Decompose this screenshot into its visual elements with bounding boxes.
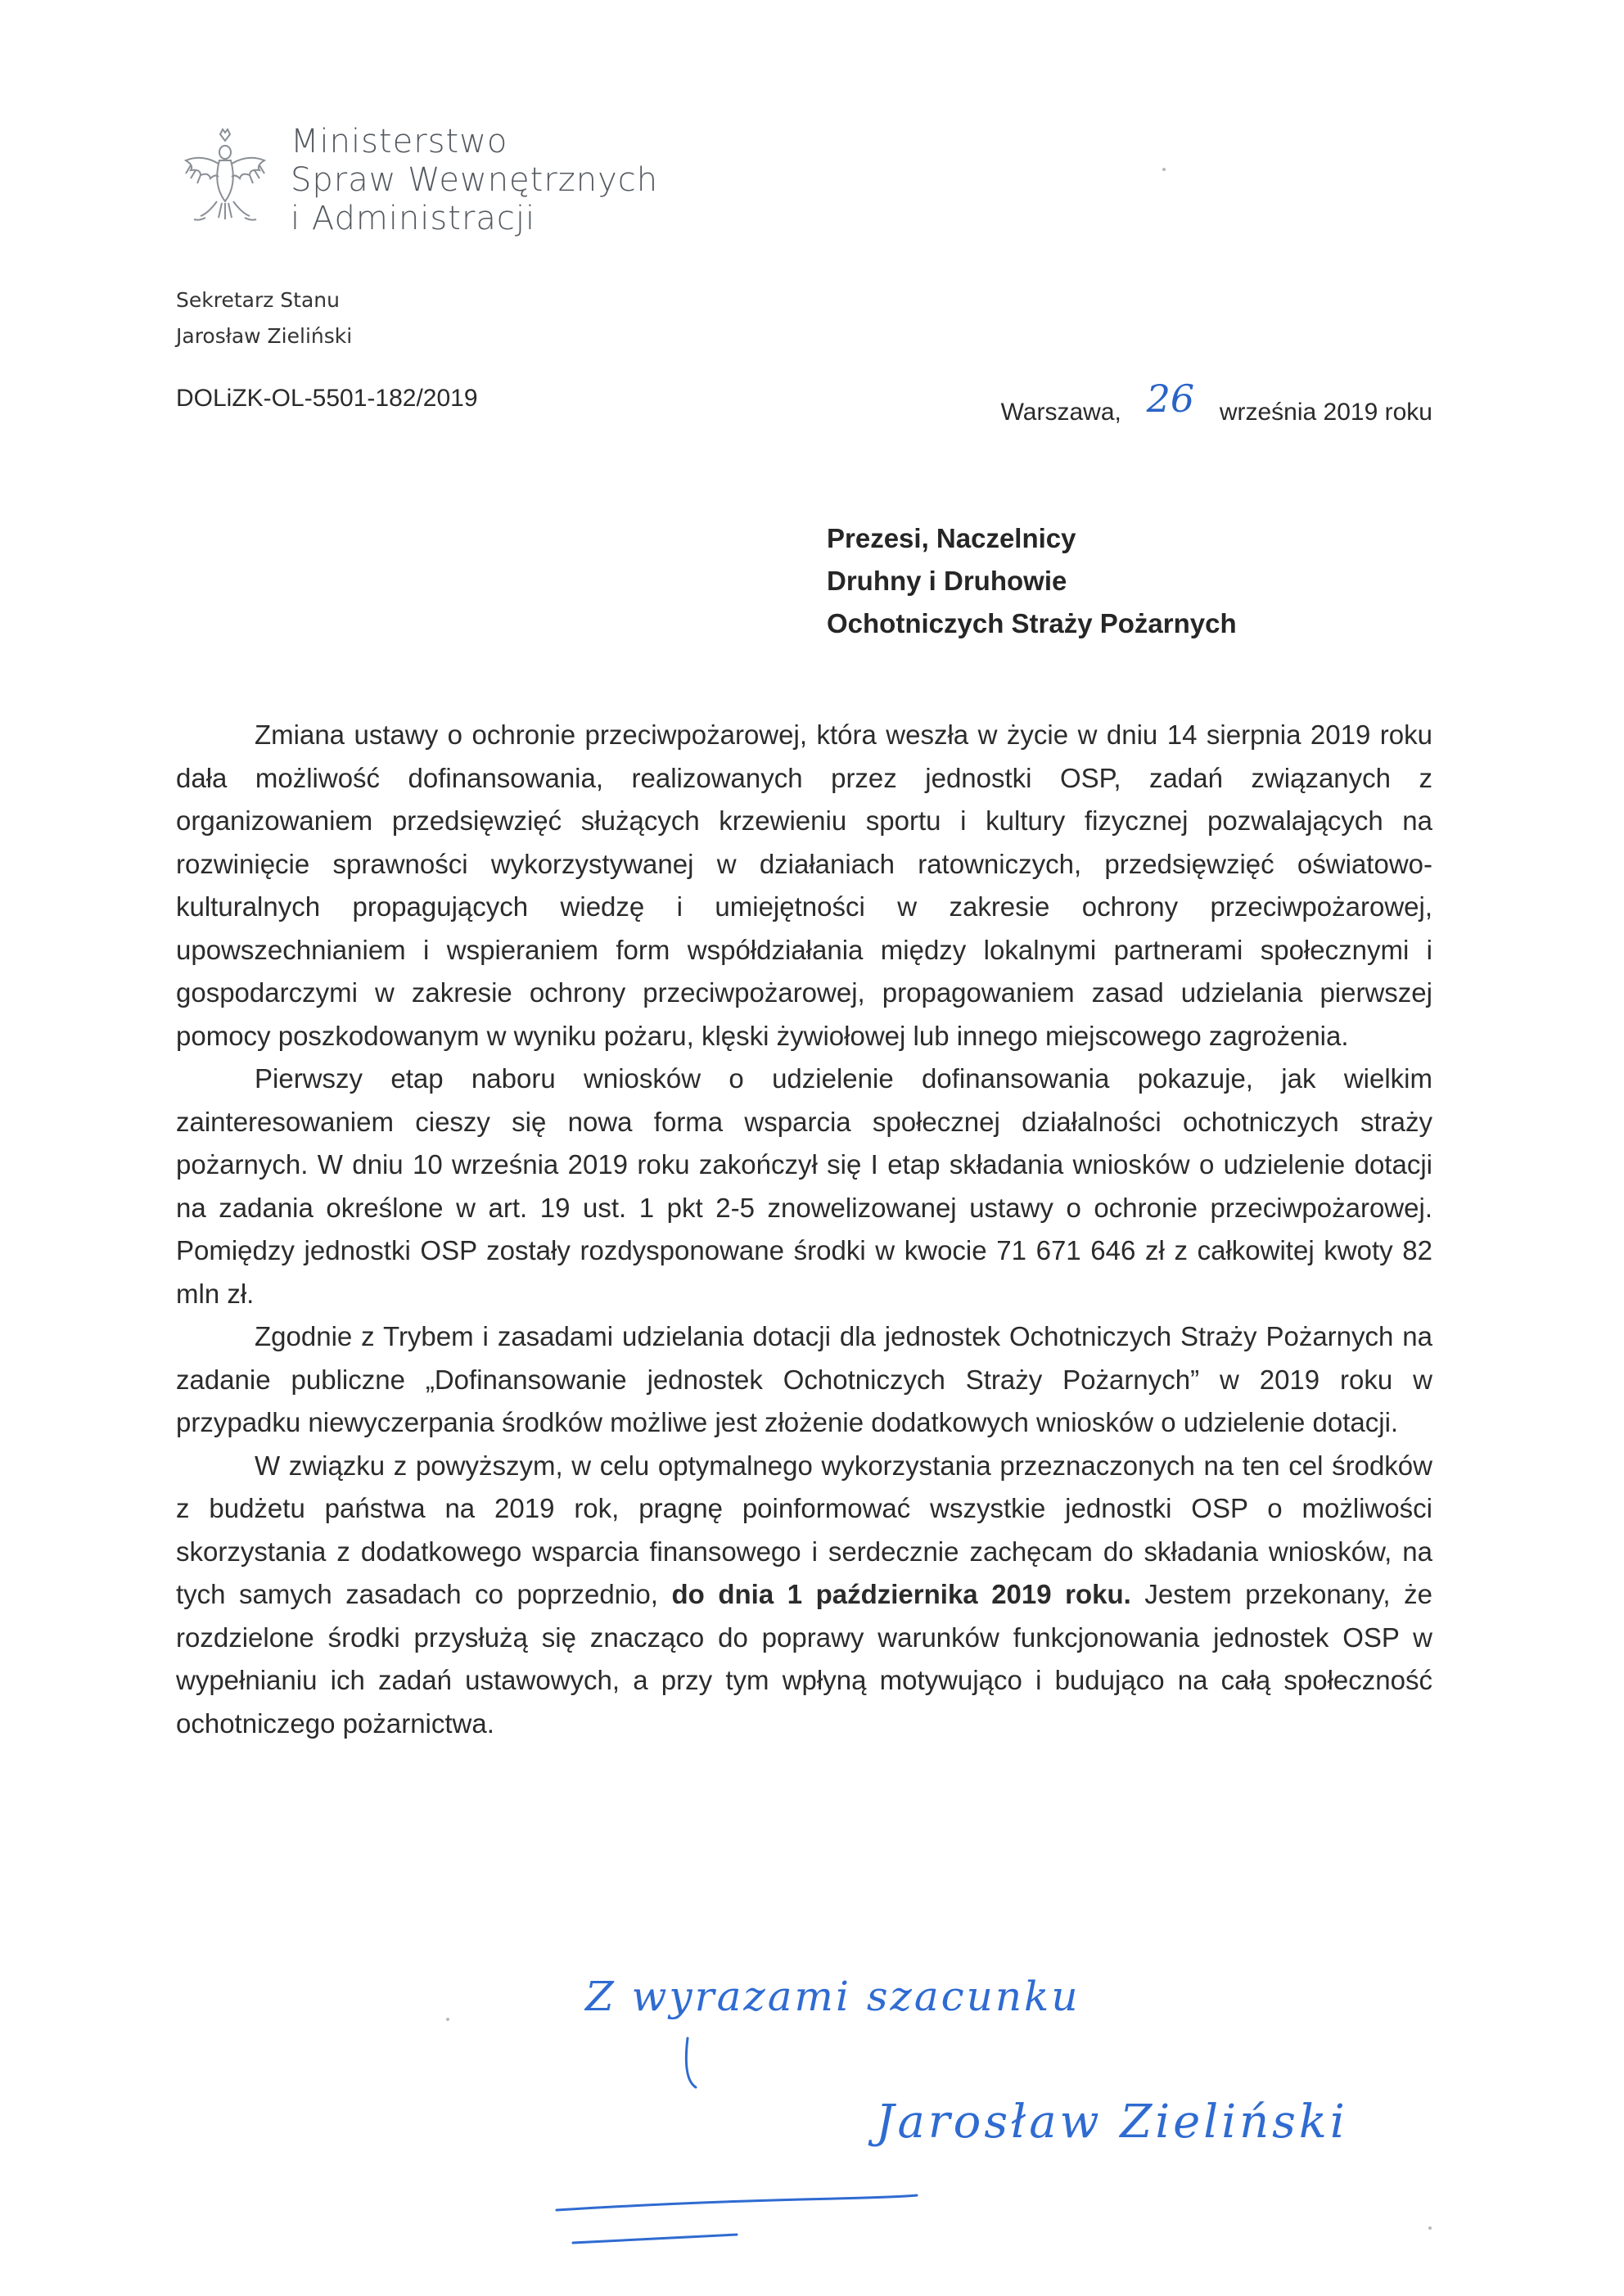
date-city: Warszawa, <box>1000 399 1121 426</box>
white-eagle-emblem-icon <box>176 123 274 237</box>
addressee-line-2: Druhny i Druhowie <box>827 566 1067 596</box>
addressee-block <box>827 517 1237 645</box>
body-paragraph-4 <box>176 1445 1432 1746</box>
ministry-name-line-1: Ministerstwo <box>291 123 508 160</box>
addressee-line-1: Prezesi, Naczelnicy <box>827 523 1076 553</box>
letter-body <box>176 714 1432 1745</box>
body-paragraph-1: Zmiana ustawy o ochronie przeciwpożarowej, która weszła w życie w dniu 14 sierpnia 2019 roku dała możliwość dofinansowania, realizowanych przez jednostki OSP, zadań związanych z organizowaniem przedsięwzięć służących krzewieniu sportu i kultury fizycznej pozwalających na rozwinięcie sprawności wykorzystywanej w działaniach ratowniczych, przedsięwzięć oświatowo-kulturalnych propagujących wiedzę i umiejętności w zakresie ochrony przeciwpożarowej, upowszechnianiem i wspieraniem form współdziałania między lokalnymi partnerami społecznymi i gospodarczymi w zakresie ochrony przeciwpożarowej, propagowaniem zasad udzielania pierwszej pomocy poszkodowanym w wyniku pożaru, klęski żywiołowej lub innego miejscowego zagrożenia. <box>176 719 1432 1051</box>
body-paragraph-3: Zgodnie z Trybem i zasadami udzielania dotacji dla jednostek Ochotniczych Straży Pożarnych na zadanie publiczne „Dofinansowanie jednostek Ochotniczych Straży Pożarnych” w 2019 roku w przypadku niewyczerpania środków możliwe jest złożenie dodatkowych wniosków o udzielenie dotacji. <box>176 1321 1432 1437</box>
body-paragraph-4-end: Jestem przekonany, że rozdzielone środki przysłużą się znacząco do poprawy warunków funkcjonowania jednostek OSP w wypełnianiu ich zadań ustawowych, a przy tym wpłyną motywująco i budująco na całą społeczność ochotniczego pożarnictwa. <box>176 1579 1432 1739</box>
addressee-line-3: Ochotniczych Straży Pożarnych <box>827 608 1237 638</box>
ministry-name-line-2: Spraw Wewnętrznych <box>291 161 659 199</box>
sender-name: Jarosław Zieliński <box>176 324 353 348</box>
body-paragraph-2: Pierwszy etap naboru wniosków o udzielenie dofinansowania pokazuje, jak wielkim zainteresowaniem cieszy się nowa forma wsparcia społecznej działalności ochotniczych straży pożarnych. W dniu 10 września 2019 roku zakończył się I etap składania wniosków o udzielenie dotacji na zadania określone w art. 19 ust. 1 pkt 2-5 znowelizowanej ustawy o ochronie przeciwpożarowej. Pomiędzy jednostki OSP zostały rozdysponowane środki w kwocie 71 671 646 zł z całkowitej kwoty 82 mln zł. <box>176 1063 1432 1309</box>
reference-number: DOLiZK-OL-5501-182/2019 <box>176 385 478 412</box>
letter-date <box>1000 377 1432 429</box>
signature-handwritten: Jarosław Zieliński <box>876 2095 1348 2149</box>
sender-title: Sekretarz Stanu <box>176 288 340 312</box>
scan-speck <box>1428 2226 1432 2230</box>
date-day-handwritten: 26 <box>1146 377 1195 421</box>
ministry-name-line-3: i Administracji <box>291 200 536 237</box>
scan-speck <box>446 2018 449 2021</box>
deadline-emphasis: do dnia 1 października 2019 roku. <box>671 1579 1131 1609</box>
date-month-year: września 2019 roku <box>1219 399 1432 426</box>
sender-block <box>176 282 352 354</box>
ministry-name <box>291 123 658 238</box>
closing-handwritten: Z wyrazami szacunku <box>585 1973 1080 2020</box>
body-paragraph-4-start: W związku z powyższym, w celu optymalnego wykorzystania przeznaczonych na ten cel środków z budżetu państwa na 2019 rok, pragnę poinformować wszystkie jednostki OSP o możliwości skorzystania z dodatkowego wsparcia finansowego i serdecznie zachęcam do składania wniosków, na tych samych zasadach co poprzednio, <box>176 1450 1432 1609</box>
scan-speck <box>1162 168 1166 171</box>
